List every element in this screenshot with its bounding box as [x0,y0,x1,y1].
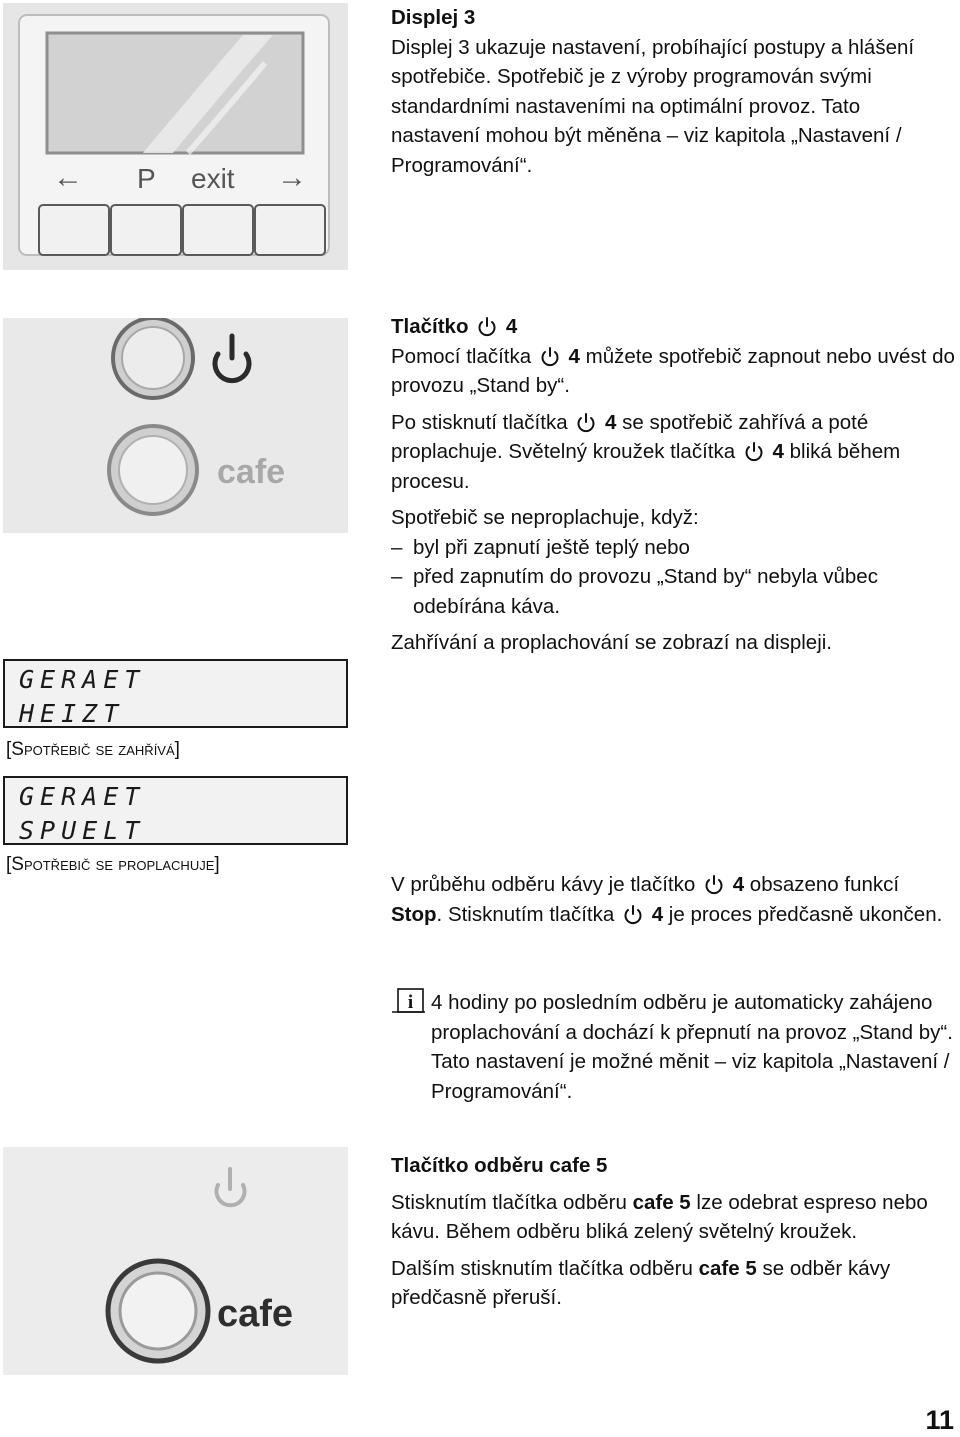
power-icon [622,903,644,925]
power-icon [703,873,725,895]
power-paragraph-2: Po stisknutí tlačítka 4 se spotřebič zahřívá a poté proplachuje. Světelný kroužek tlačítka 4 bliká během procesu. [391,410,901,493]
lcd-line-2: HEIZT [19,699,125,728]
display-body: Displej 3 ukazuje nastavení, probíhající postupy a hlášení spotřebiče. Spotřebič je z výroby programován svými standardními nastaveními na optimální provoz. Tato nastavení mohou být měněna – viz kapitola „Nastavení / Programování“. [391,35,915,177]
display-p-label: P [137,163,156,194]
power-paragraph-3: Spotřebič se neproplachuje, když: [391,506,699,529]
lcd-display-rinsing [3,776,348,845]
power-button-photo [3,318,348,533]
power-heading: Tlačítko 4 [391,315,518,338]
cafe-heading: Tlačítko odběru cafe 5 [391,1154,608,1177]
info-icon [391,988,431,1106]
dash-item: – byl při zapnutí ještě teplý nebo [391,535,690,559]
display-panel-photo [3,3,348,270]
lcd-caption-rinsing: [Spotřebič se proplachuje] [6,854,220,875]
display-right-arrow-label: → [277,161,307,194]
power-icon [743,440,765,462]
power-paragraph-4: Zahřívání a proplachování se zobrazí na displeji. [391,631,833,654]
power-paragraph-1: Pomocí tlačítka 4 můžete spotřebič zapnout nebo uvést do provozu „Stand by“. [391,344,955,397]
power-icon [539,345,561,367]
power-icon [476,315,498,337]
display-left-arrow-label: ← [53,161,83,194]
dash-item: – před zapnutím do provozu „Stand by“ nebyla vůbec odebírána káva. [391,565,878,618]
cafe-button-photo [3,1147,348,1375]
info-text: 4 hodiny po posledním odběru je automaticky zahájeno proplachování a dochází k přepnutí na provoz „Stand by“. Tato nastavení je možné měnit – viz kapitola „Nastavení / Programování“. [431,991,953,1103]
page-number: 11 [925,1405,954,1435]
display-heading: Displej 3 [391,6,476,29]
cafe-photo-label: cafe [217,1293,294,1335]
cafe-section [391,1151,956,1320]
display-exit-label: exit [191,163,235,194]
lcd-line-1: GERAET [19,665,146,694]
lcd-caption-heating: [Spotřebič se zahřívá] [6,739,180,760]
power-icon [575,411,597,433]
cafe-paragraph-1: Stisknutím tlačítka odběru cafe 5 lze odebrat espreso nebo kávu. Během odběru bliká zelený světelný kroužek. [391,1190,928,1243]
svg-text:i: i [407,992,414,1013]
cafe-paragraph-2: Dalším stisknutím tlačítka odběru cafe 5 se odběr kávy předčasně přeruší. [391,1256,891,1309]
lcd-display-heating [3,659,348,728]
display-section [391,3,951,187]
info-note [391,988,956,1106]
lcd-line-1: GERAET [19,782,146,811]
power-photo-cafe-label: cafe [217,453,286,491]
power-section [391,312,956,665]
stop-paragraph: V průběhu odběru kávy je tlačítko 4 obsazeno funkcí Stop. Stisknutím tlačítka 4 je proces předčasně ukončen. [391,873,943,926]
lcd-line-2: SPUELT [19,816,146,845]
stop-section [391,870,951,936]
